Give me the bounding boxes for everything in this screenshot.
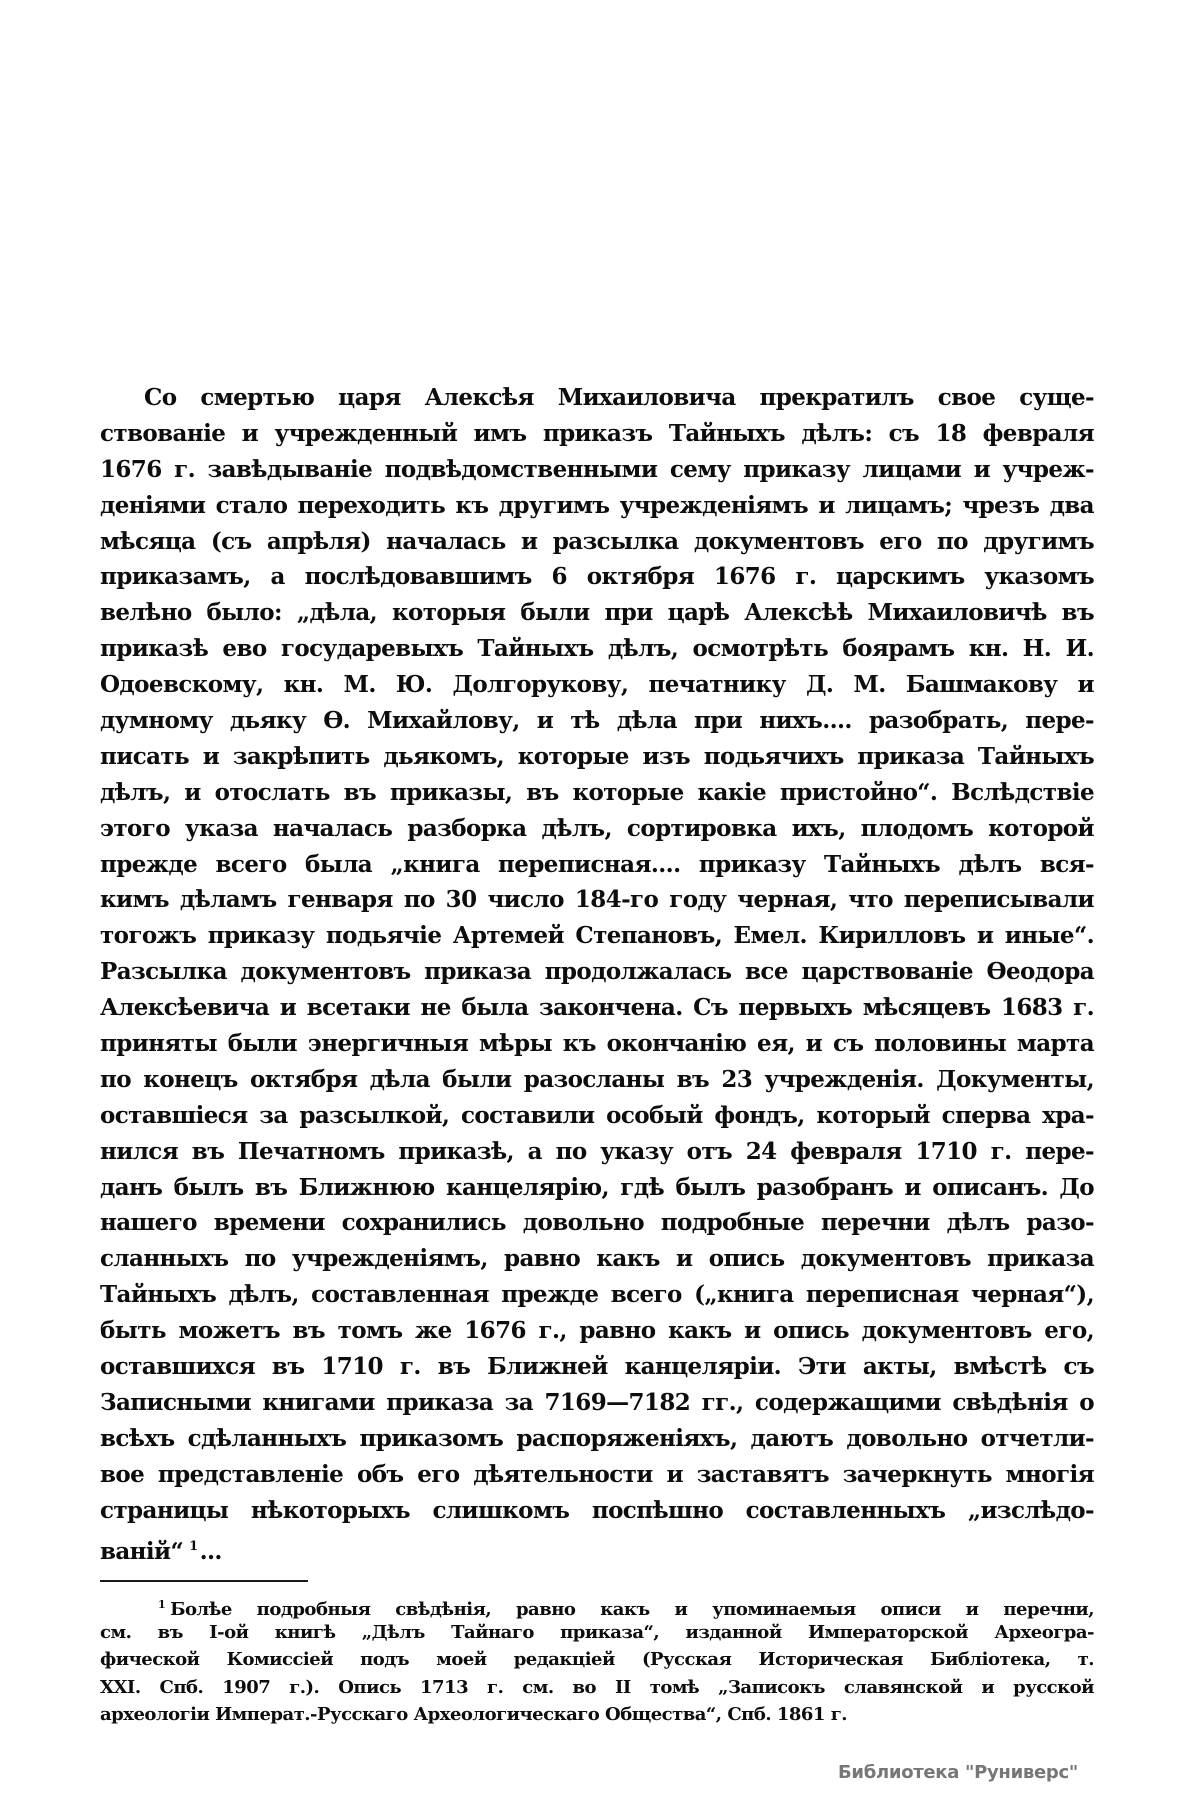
footnote-separator (100, 1580, 308, 1582)
text-line: денiями стало переходить къ другимъ учрежденiямъ и лицамъ; чрезъ два (100, 491, 1094, 519)
text-line: нашего времени сохранились довольно подробные перечни дѣлъ разо- (100, 1209, 1094, 1237)
last-line-text: ванiй“ (100, 1537, 184, 1565)
text-line: Тайныхъ дѣлъ, составленная прежде всего („книга переписная черная“), (100, 1281, 1094, 1309)
text-line: писать и закрѣпить дьякомъ, которые изъ подьячихъ приказа Тайныхъ (100, 742, 1094, 770)
text-line: вое представленiе объ его дѣятельности и заставятъ зачеркнуть многiя (100, 1460, 1094, 1488)
text-line: Алексѣевича и всетаки не была закончена. Съ первыхъ мѣсяцевъ 1683 г. (100, 994, 1094, 1022)
footnote-line: фической Комиссiей подъ моей редакцiей (Русская Историческая Библiотека, т. (100, 1649, 1094, 1670)
text-line: всѣхъ сдѣланныхъ приказомъ распоряженiяхъ, даютъ довольно отчетли- (100, 1424, 1094, 1452)
library-watermark: Библиотека "Руниверс" (838, 1762, 1078, 1783)
text-line: по конецъ октября дѣла были разосланы въ 23 учрежденiя. Документы, (100, 1065, 1094, 1093)
text-line: мѣсяца (съ апрѣля) началась и разсылка документовъ его по другимъ (100, 527, 1094, 555)
footnote-reference[interactable]: 1 (189, 1538, 198, 1554)
text-line: приказѣ ево государевыхъ Тайныхъ дѣлъ, осмотрѣть боярамъ кн. Н. И. (100, 635, 1094, 663)
text-line: данъ былъ въ Ближнюю канцелярiю, гдѣ былъ разобранъ и описанъ. До (100, 1173, 1094, 1201)
main-paragraph (100, 380, 1094, 1564)
text-line-last (100, 1529, 1094, 1565)
text-line: 1676 г. завѣдыванiе подвѣдомственными сему приказу лицами и учреж- (100, 455, 1094, 483)
text-line: дѣлъ, и отослать въ приказы, въ которые какiе пристойно“. Вслѣдствiе (100, 778, 1094, 806)
text-line: приняты были энергичныя мѣры къ окончанiю ея, и съ половины марта (100, 1030, 1094, 1058)
text-line: думному дьяку Ө. Михайлову, и тѣ дѣла при нихъ.... разобрать, пере- (100, 707, 1094, 735)
text-line: Записными книгами приказа за 7169—7182 гг., содержащими свѣдѣнiя о (100, 1388, 1094, 1416)
text-line: нился въ Печатномъ приказѣ, а по указу отъ 24 февраля 1710 г. пере- (100, 1137, 1094, 1165)
text-line: Разсылка документовъ приказа продолжалась все царствованiе Өеодора (100, 958, 1094, 986)
footnote-line: XXI. Спб. 1907 г.). Опись 1713 г. см. во II томѣ „Записокъ славянской и русской (100, 1676, 1094, 1698)
text-line: приказамъ, а послѣдовавшимъ 6 октября 1676 г. царскимъ указомъ (100, 563, 1094, 591)
footnote-marker: 1 (158, 1598, 166, 1611)
text-line: быть можетъ въ томъ же 1676 г., равно какъ и опись документовъ его, (100, 1317, 1094, 1345)
text-line: этого указа началась разборка дѣлъ, сортировка ихъ, плодомъ которой (100, 814, 1094, 842)
text-line: оставшiеся за разсылкой, составили особый фондъ, который сперва хра- (100, 1101, 1094, 1129)
footnote-line: см. въ I-ой книгѣ „Дѣлъ Тайнаго приказа“, изданной Императорской Археогра- (100, 1621, 1094, 1643)
text-line: велѣно было: „дѣла, которыя были при царѣ Алексѣѣ Михаиловичѣ въ (100, 599, 1094, 627)
text-line: Со смертью царя Алексѣя Михаиловича прекратилъ свое суще- (144, 384, 1094, 411)
text-line: Одоевскому, кн. М. Ю. Долгорукову, печатнику Д. М. Башмакову и (100, 671, 1094, 699)
footnote-line-text: Болѣе подробныя свѣдѣнiя, равно какъ и упоминаемыя описи и перечни, (170, 1599, 1094, 1620)
text-line: кимъ дѣламъ генваря по 30 число 184-го году черная, что переписывали (100, 886, 1094, 914)
footnote (100, 1591, 1094, 1729)
text-line: оставшихся въ 1710 г. въ Ближней канцелярiи. Эти акты, вмѣстѣ съ (100, 1353, 1094, 1381)
last-line-ellipsis: ... (199, 1537, 222, 1565)
footnote-line: археологiи Императ.-Русскаго Археологическаго Общества“, Спб. 1861 г. (100, 1704, 848, 1725)
text-line: страницы нѣкоторыхъ слишкомъ поспѣшно составленныхъ „изслѣдо- (100, 1496, 1094, 1524)
text-line: тогожъ приказу подьячiе Артемей Степановъ, Емел. Кирилловъ и иные“. (100, 922, 1094, 950)
text-line: сланныхъ по учрежденiямъ, равно какъ и опись документовъ приказа (100, 1245, 1094, 1273)
text-line: прежде всего была „книга переписная.... приказу Тайныхъ дѣлъ вся- (100, 850, 1094, 878)
text-line: ствованiе и учрежденный имъ приказъ Тайныхъ дѣлъ: съ 18 февраля (100, 419, 1094, 447)
footnote-line (100, 1591, 1094, 1619)
